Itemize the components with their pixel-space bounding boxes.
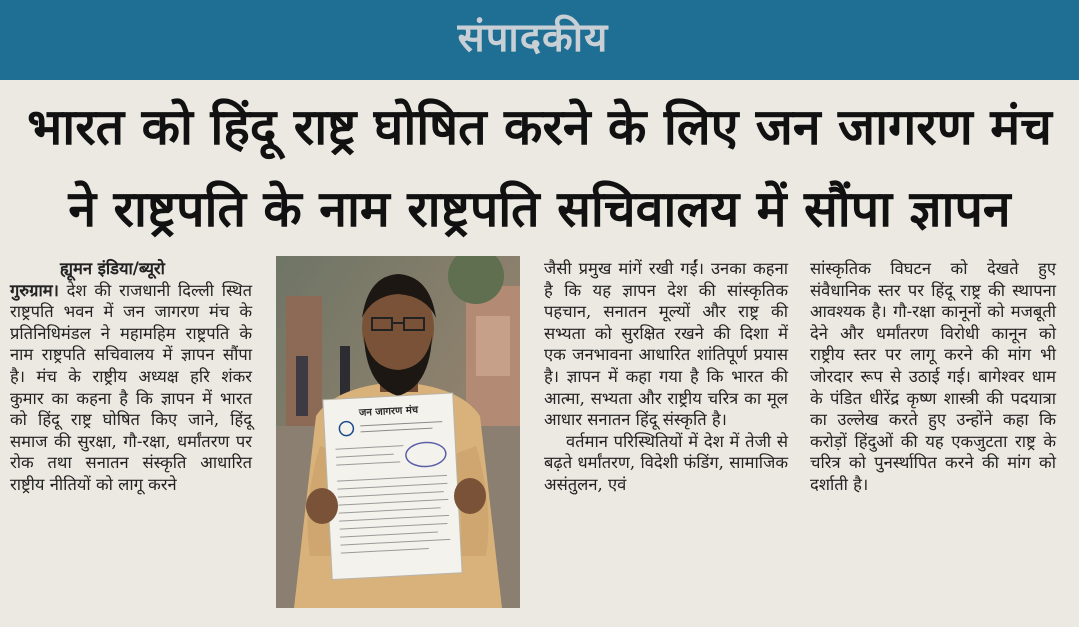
column-3-paragraph-2: वर्तमान परिस्थितियों में देश में तेजी से बढ़ते धर्मांतरण, विदेशी फंडिंग, सामाजिक असंतुलन, एवं (544, 431, 788, 494)
article-column-3 (544, 258, 788, 496)
headline-line-2: ने राष्ट्रपति के नाम राष्ट्रपति सचिवालय में सौंपा ज्ञापन (68, 180, 1011, 238)
article-column-1 (10, 258, 252, 496)
headline-line-1: भारत को हिंदू राष्ट्र घोषित करने के लिए जन जागरण मंच (27, 98, 1052, 156)
column-4-paragraph: सांस्कृतिक विघटन को देखते हुए संवैधानिक स्तर पर हिंदू राष्ट्र की स्थापना आवश्यक है। गौ-रक्षा कानूनों को मजबूती देने और धर्मांतरण विरोधी कानून को राष्ट्रीय स्तर पर लागू करने की मांग भी जोरदार रूप से उठाई गई। बागेश्वर धाम के पंडित धीरेंद्र कृष्ण शास्त्री की पदयात्रा का उल्लेख करते हुए उन्होंने कहा कि करोड़ों हिंदुओं की यह एकजुटता राष्ट्र के चरित्र को पुनर्स्थापित करने की मांग को दर्शाती है। (810, 259, 1056, 494)
byline: ह्यूमन इंडिया/ब्यूरो (60, 259, 165, 278)
dateline: गुरुग्राम। (10, 280, 59, 300)
section-banner (0, 0, 1079, 80)
article-photo (276, 256, 520, 608)
column-1-text: देश की राजधानी दिल्ली स्थित राष्ट्रपति भवन में जन जागरण मंच के प्रतिनिधिमंडल ने महामहिम राष्ट्रपति के नाम राष्ट्रपति सचिवालय में ज्ञापन सौंपा है। मंच के राष्ट्रीय अध्यक्ष हरि शंकर कुमार का कहना है कि ज्ञापन में भारत को हिंदू राष्ट्र घोषित किए जाने, हिंदू समाज की सुरक्षा, गौ-रक्षा, धर्मांतरण पर रोक तथा सनातन संस्कृति आधारित राष्ट्रीय नीतियों को लागू करने (10, 280, 252, 494)
section-title: संपादकीय (457, 15, 609, 61)
column-1-paragraph (10, 280, 252, 496)
article-column-4 (810, 258, 1056, 496)
column-3-paragraph-1: जैसी प्रमुख मांगें रखी गईं। उनका कहना है कि यह ज्ञापन देश की सांस्कृतिक पहचान, सनातन मूल्यों और राष्ट्र की सभ्यता को सुरक्षित रखने की दिशा में एक जनभावना आधारित शांतिपूर्ण प्रयास है। ज्ञापन में कहा गया है कि भारत की आत्मा, सभ्यता और राष्ट्रीय चरित्र का मूल आधार सनातन हिंदू संस्कृति है। (544, 259, 788, 430)
document-heading: जन जागरण मंच (358, 404, 419, 419)
